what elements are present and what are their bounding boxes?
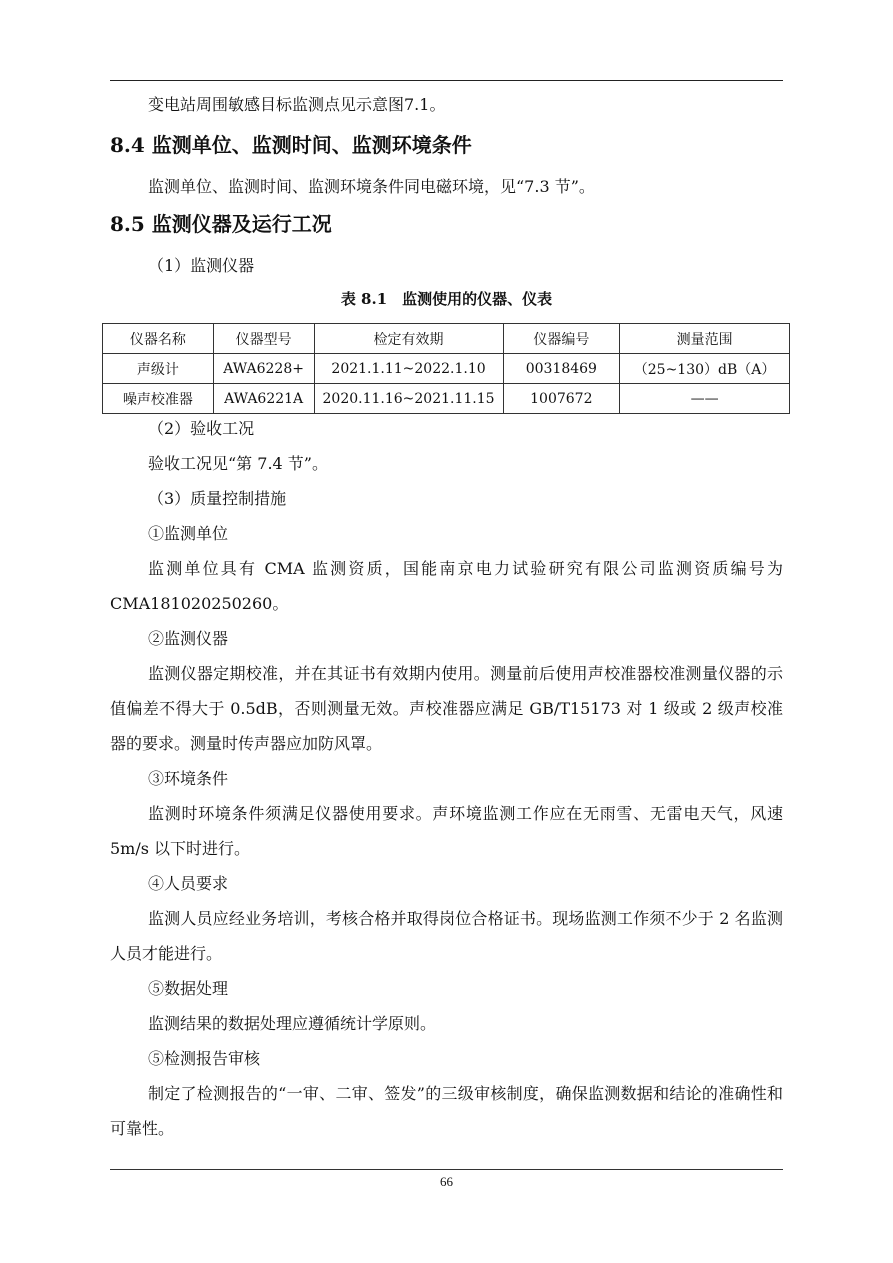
item-heading-personnel: ④人员要求 xyxy=(148,874,229,893)
table-cell: 2020.11.16~2021.11.15 xyxy=(314,384,503,414)
table-header-cell: 测量范围 xyxy=(620,324,790,354)
item-heading-environment: ③环境条件 xyxy=(148,769,229,788)
subheading-acceptance: （2）验收工况 xyxy=(148,419,255,438)
table-cell: 声级计 xyxy=(103,354,214,384)
table-cell: AWA6228+ xyxy=(213,354,314,384)
table-cell: 00318469 xyxy=(503,354,620,384)
table-cell: 1007672 xyxy=(503,384,620,414)
table-header-row xyxy=(103,324,790,354)
table-cell: 噪声校准器 xyxy=(103,384,214,414)
table-header-cell: 检定有效期 xyxy=(314,324,503,354)
table-cell: AWA6221A xyxy=(213,384,314,414)
paragraph-acceptance: 验收工况见“第 7.4 节”。 xyxy=(148,454,328,473)
table-row xyxy=(103,384,790,414)
item-heading-instruments: ②监测仪器 xyxy=(148,629,229,648)
table-row xyxy=(103,354,790,384)
paragraph-instruments: 监测仪器定期校准，并在其证书有效期内使用。测量前后使用声校准器校准测量仪器的示值偏差不得大于 0.5dB，否则测量无效。声校准器应满足 GB/T15173 对 1 级或 2 级声校准器的要求。测量时传声器应加防风罩。 xyxy=(110,664,783,753)
paragraph-report-review: 制定了检测报告的“一审、二审、签发”的三级审核制度，确保监测数据和结论的准确性和可靠性。 xyxy=(110,1084,783,1138)
section-heading-8-4: 8.4 监测单位、监测时间、监测环境条件 xyxy=(110,133,472,157)
table-cell: （25~130）dB（A） xyxy=(620,354,790,384)
paragraph-environment: 监测时环境条件须满足仪器使用要求。声环境监测工作应在无雨雪、无雷电天气，风速 5m/s 以下时进行。 xyxy=(110,804,783,858)
item-heading-data-processing: ⑤数据处理 xyxy=(148,979,229,998)
paragraph-unit: 监测单位具有 CMA 监测资质，国能南京电力试验研究有限公司监测资质编号为CMA181020250260。 xyxy=(110,559,783,613)
header-rule xyxy=(110,80,783,81)
item-heading-unit: ①监测单位 xyxy=(148,524,229,543)
paragraph-monitor-points: 变电站周围敏感目标监测点见示意图7.1。 xyxy=(148,95,446,114)
table-header-cell: 仪器编号 xyxy=(503,324,620,354)
paragraph-personnel: 监测人员应经业务培训，考核合格并取得岗位合格证书。现场监测工作须不少于 2 名监测人员才能进行。 xyxy=(110,909,783,963)
table-header-cell: 仪器名称 xyxy=(103,324,214,354)
paragraph-data-processing: 监测结果的数据处理应遵循统计学原则。 xyxy=(148,1014,437,1033)
instrument-table xyxy=(102,323,790,414)
item-heading-report-review: ⑤检测报告审核 xyxy=(148,1049,261,1068)
page-number: 66 xyxy=(440,1174,453,1189)
table-caption: 表 8.1 监测使用的仪器、仪表 xyxy=(340,290,553,308)
subheading-instruments: （1）监测仪器 xyxy=(148,256,255,275)
subheading-quality-control: （3）质量控制措施 xyxy=(148,489,287,508)
section-heading-8-5: 8.5 监测仪器及运行工况 xyxy=(110,212,332,236)
footer-rule xyxy=(110,1169,783,1170)
table-cell: 2021.1.11~2022.1.10 xyxy=(314,354,503,384)
paragraph-same-as: 监测单位、监测时间、监测环境条件同电磁环境，见“7.3 节”。 xyxy=(148,177,595,196)
table-header-cell: 仪器型号 xyxy=(213,324,314,354)
table-cell: —— xyxy=(620,384,790,414)
